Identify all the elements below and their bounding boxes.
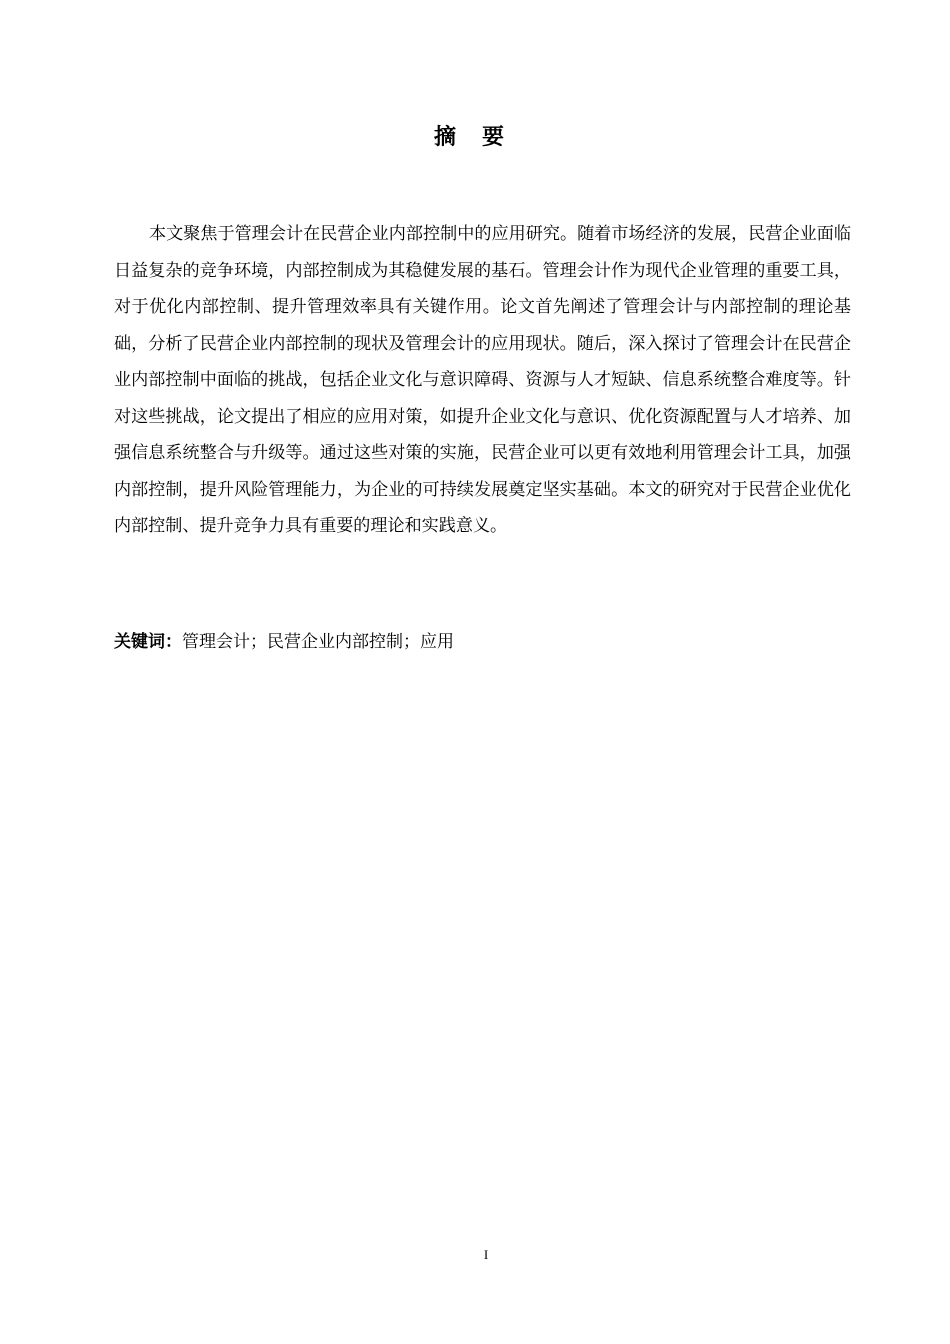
keywords-label: 关键词： [114,632,182,652]
page-number: I [483,1247,489,1262]
abstract-title: 摘要 [433,125,530,150]
abstract-paragraph: 本文聚焦于管理会计在民营企业内部控制中的应用研究。随着市场经济的发展，民营企业面临日益复杂的竞争环境，内部控制成为其稳健发展的基石。管理会计作为现代企业管理的重要工具，对于优化内部控制、提升管理效率具有关键作用。论文首先阐述了管理会计与内部控制的理论基础，分析了民营企业内部控制的现状及管理会计的应用现状。随后，深入探讨了管理会计在民营企业内部控制中面临的挑战，包括企业文化与意识障碍、资源与人才短缺、信息系统整合难度等。针对这些挑战，论文提出了相应的应用对策，如提升企业文化与意识、优化资源配置与人才培养、加强信息系统整合与升级等。通过这些对策的实施，民营企业可以更有效地利用管理会计工具，加强内部控制，提升风险管理能力，为企业的可持续发展奠定坚实基础。本文的研究对于民营企业优化内部控制、提升竞争力具有重要的理论和实践意义。 [114,224,851,536]
keywords-list: 管理会计；民营企业内部控制；应用 [182,632,454,652]
keywords-line [114,624,851,660]
